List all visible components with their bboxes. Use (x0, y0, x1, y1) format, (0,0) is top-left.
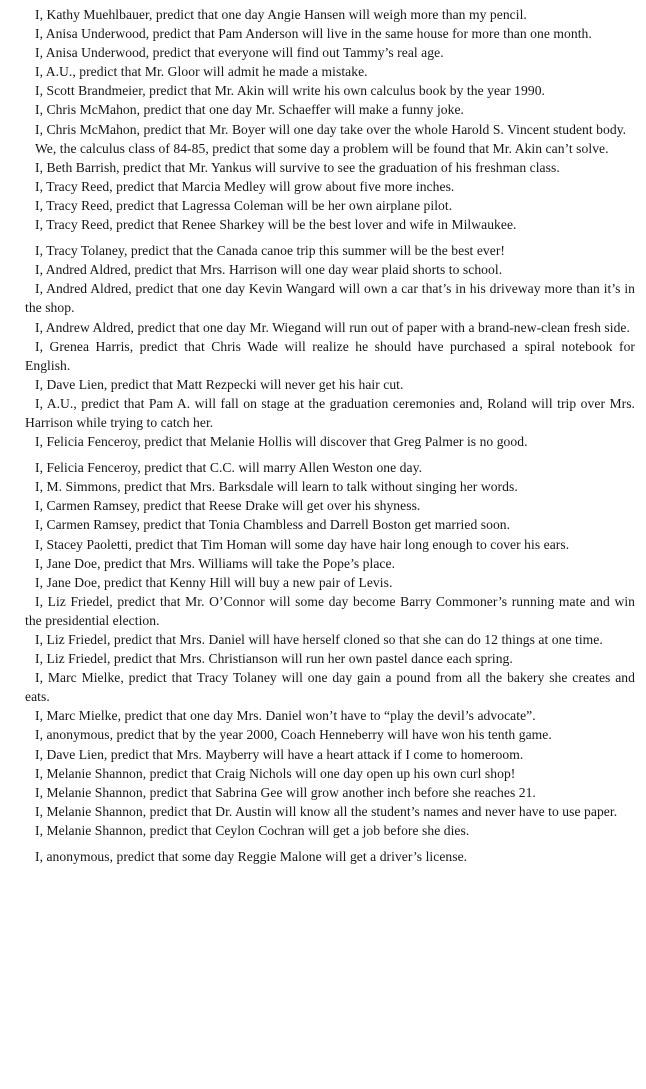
prediction-paragraph: I, Melanie Shannon, predict that Craig Nichols will one day open up his own curl shop! (35, 765, 516, 781)
prediction-paragraph: I, Melanie Shannon, predict that Dr. Austin will know all the student’s names and never have to use paper. (35, 803, 618, 819)
prediction-paragraph: I, Tracy Tolaney, predict that the Canada canoe trip this summer will be the best ever! (35, 243, 505, 259)
prediction-paragraph: I, Dave Lien, predict that Mrs. Mayberry will have a heart attack if I come to homeroom. (35, 746, 524, 762)
prediction-paragraph: I, Liz Friedel, predict that Mrs. Christianson will run her own pastel dance each spring. (35, 651, 513, 667)
prediction-paragraph: I, Marc Mielke, predict that one day Mrs. Daniel won’t have to “play the devil’s advocate”. (35, 708, 536, 724)
prediction-paragraph: I, Scott Brandmeier, predict that Mr. Akin will write his own calculus book by the year 1990. (35, 83, 545, 99)
prediction-paragraph: I, Felicia Fenceroy, predict that Melanie Hollis will discover that Greg Palmer is no good. (35, 434, 528, 450)
prediction-paragraph: I, Stacey Paoletti, predict that Tim Homan will some day have hair long enough to cover his ears. (35, 536, 570, 552)
prediction-paragraph: I, Andrew Aldred, predict that one day Mr. Wiegand will run out of paper with a brand-new-clean fresh side. (35, 319, 630, 335)
prediction-paragraph: I, Tracy Reed, predict that Marcia Medley will grow about five more inches. (35, 178, 455, 194)
prediction-paragraph: I, Jane Doe, predict that Kenny Hill will buy a new pair of Levis. (35, 574, 393, 590)
prediction-paragraph: I, M. Simmons, predict that Mrs. Barksdale will learn to talk without singing her words. (35, 479, 518, 495)
prediction-paragraph: I, Grenea Harris, predict that Chris Wade will realize he should have purchased a spiral notebook for English. (25, 338, 635, 373)
prediction-paragraph: I, Anisa Underwood, predict that Pam Anderson will live in the same house for more than one month. (35, 26, 592, 42)
prediction-paragraph: I, Jane Doe, predict that Mrs. Williams will take the Pope’s place. (35, 555, 396, 571)
prediction-paragraph: I, Carmen Ramsey, predict that Reese Drake will get over his shyness. (35, 498, 421, 514)
prediction-paragraph: I, Anisa Underwood, predict that everyone will find out Tammy’s real age. (35, 45, 444, 61)
prediction-paragraph: I, Beth Barrish, predict that Mr. Yankus will survive to see the graduation of his freshman class. (35, 159, 560, 175)
prediction-paragraph: I, anonymous, predict that by the year 2000, Coach Henneberry will have won his tenth game. (35, 727, 552, 743)
prediction-paragraph: I, Liz Friedel, predict that Mr. O’Connor will some day become Barry Commoner’s running mate and win the presidential election. (25, 593, 635, 628)
prediction-paragraph: I, Chris McMahon, predict that one day Mr. Schaeffer will make a funny joke. (35, 102, 464, 118)
prediction-paragraph: I, Tracy Reed, predict that Lagressa Coleman will be her own airplane pilot. (35, 197, 453, 213)
prediction-paragraph: I, Felicia Fenceroy, predict that C.C. will marry Allen Weston one day. (35, 460, 423, 476)
prediction-paragraph: I, Andred Aldred, predict that Mrs. Harrison will one day wear plaid shorts to school. (35, 262, 503, 278)
prediction-paragraph: I, Marc Mielke, predict that Tracy Tolaney will one day gain a pound from all the bakery she creates and eats. (25, 670, 635, 705)
prediction-paragraph: I, Kathy Muehlbauer, predict that one day Angie Hansen will weigh more than my pencil. (35, 7, 527, 22)
prediction-paragraph: I, A.U., predict that Mr. Gloor will admit he made a mistake. (35, 64, 368, 80)
prediction-list (0, 5, 646, 866)
prediction-paragraph: I, Carmen Ramsey, predict that Tonia Chambless and Darrell Boston get married soon. (35, 517, 511, 533)
prediction-paragraph: I, anonymous, predict that some day Reggie Malone will get a driver’s license. (35, 849, 468, 865)
prediction-paragraph: I, Andred Aldred, predict that one day Kevin Wangard will own a car that’s in his driveway more than it’s in the shop. (25, 281, 635, 316)
prediction-paragraph: I, Chris McMahon, predict that Mr. Boyer will one day take over the whole Harold S. Vincent student body. (35, 121, 627, 137)
prediction-paragraph: I, Tracy Reed, predict that Renee Sharkey will be the best lover and wife in Milwaukee. (35, 217, 517, 233)
prediction-paragraph: We, the calculus class of 84-85, predict that some day a problem will be found that Mr. Akin can’t solve. (35, 140, 609, 156)
prediction-paragraph: I, Liz Friedel, predict that Mrs. Daniel will have herself cloned so that she can do 12 things at one time. (35, 632, 603, 647)
prediction-paragraph: I, Melanie Shannon, predict that Sabrina Gee will grow another inch before she reaches 21. (35, 784, 536, 800)
prediction-paragraph: I, Melanie Shannon, predict that Ceylon Cochran will get a job before she dies. (35, 822, 470, 838)
prediction-paragraph: I, A.U., predict that Pam A. will fall on stage at the graduation ceremonies and, Roland will trip over Mrs. Harrison while trying to catch her. (25, 395, 635, 430)
prediction-paragraph: I, Dave Lien, predict that Matt Rezpecki will never get his hair cut. (35, 376, 404, 392)
